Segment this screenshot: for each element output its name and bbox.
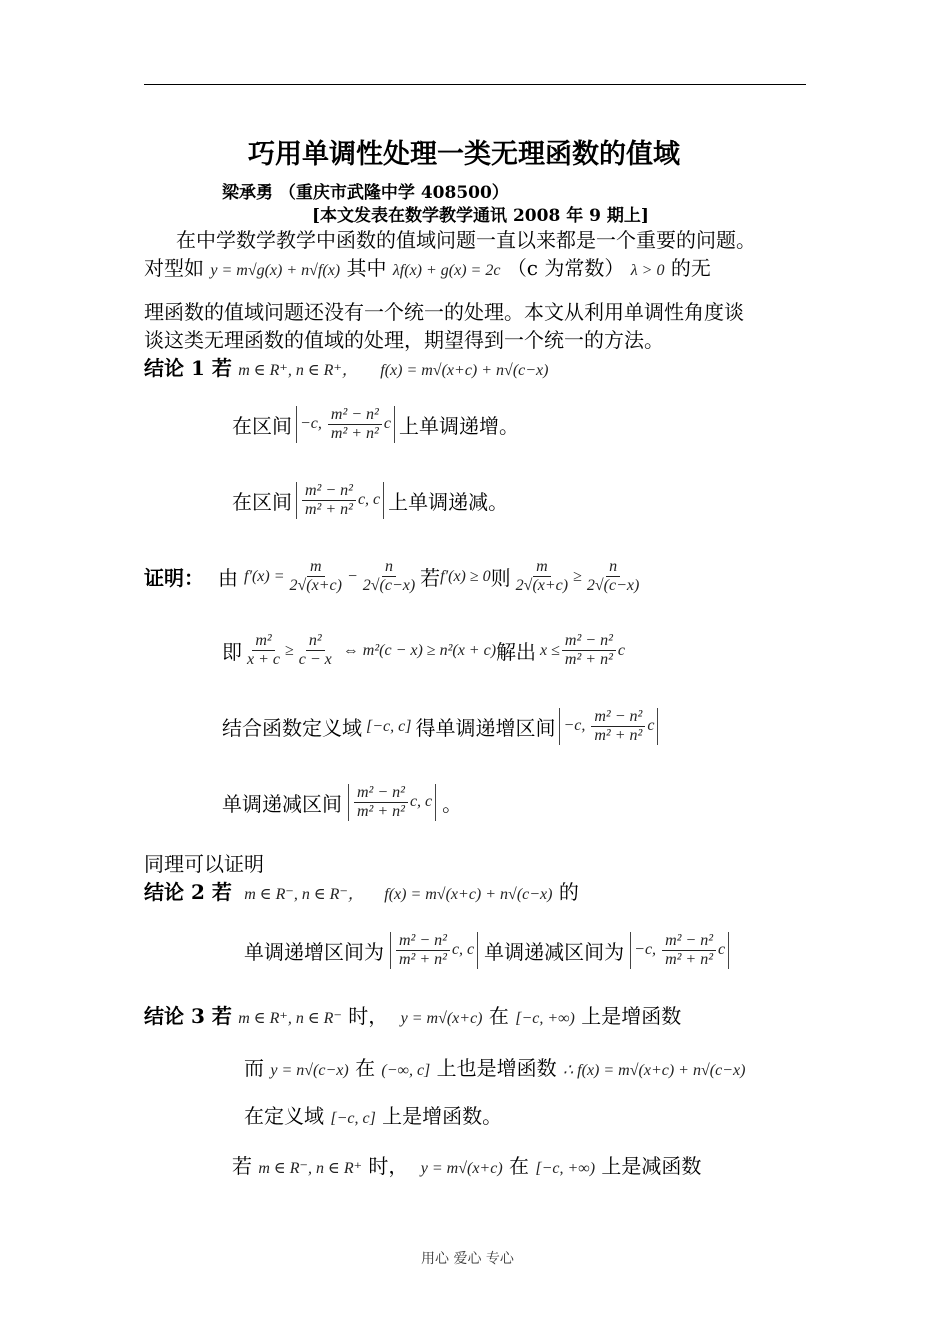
conclusion1-condition: m ∈ R⁺, n ∈ R⁺， <box>238 362 358 379</box>
proof-domain: [−c, c] <box>366 717 412 735</box>
conclusion3-dec: 上是减函数 <box>601 1154 702 1178</box>
frac-n-sqrt: $\frac{n}{2√(c-x)}$ <box>362 558 416 594</box>
intro-text-a: 对型如 <box>144 256 204 280</box>
conclusion3-int1: [−c, +∞) <box>515 1010 575 1027</box>
intro-text-d: 的无 <box>670 256 711 280</box>
intro-text-c: （c 为常数） <box>506 256 625 280</box>
intro-formula: y = m√g(x) + n√f(x) <box>210 262 341 279</box>
conclusion3-er: 而 <box>244 1056 264 1080</box>
conclusion3-condition: m ∈ R⁺, n ∈ R⁻ <box>238 1010 342 1027</box>
interval-dec-1: $\frac{\text{m² − n²}}{\text{m² + n²}}$ c, c <box>296 482 384 519</box>
conclusion2-intervals <box>244 932 729 969</box>
conclusion2-line <box>144 876 579 905</box>
proof-line-1: 证明： 由 f′(x) = $\frac{m}{2√(x+c)}$ − $\frac{n}{2√(c-x)}$ 若 f′(x) ≥ 0 则 $\frac{m}{2√(x+c)}$ ≥ $\frac{n}{2√(c-x)}$ <box>144 558 640 594</box>
interval-inc-1: −c, $\frac{\text{m² − n²}}{\text{m² + n²}}$ c <box>296 406 395 443</box>
conclusion3-line <box>144 1000 681 1029</box>
intro-line-2 <box>144 252 711 281</box>
conclusion3-y1-b: y = m√(x+c) <box>420 1160 503 1177</box>
conclusion3-cond2: m ∈ R⁻, n ∈ R⁺ <box>258 1160 363 1177</box>
conclusion3-zai-3: 在 <box>509 1154 530 1178</box>
conclusion1-label: 结论 1 若 <box>144 356 232 380</box>
conclusion1-inc-prefix: 在区间 <box>232 414 292 438</box>
proof-equiv: ⇔ m²(c − x) ≥ n²(x + c) <box>342 641 497 659</box>
proof-label: 证明： <box>144 566 204 590</box>
proof-if: 若 <box>420 566 441 590</box>
conclusion1-dec-prefix: 在区间 <box>232 490 292 514</box>
conclusion3-line-4 <box>232 1150 701 1179</box>
proof-line-2: 即 $\frac{\text{m²}}{x + c}$ ≥ $\frac{\text{n²}}{c - x}$ ⇔ m²(c − x) ≥ n²(x + c) 解出 x ≤ $\frac{\text{m² − n²}}{\text{m² + n²}}$ c <box>222 632 625 668</box>
proof-then: 则 <box>490 566 511 590</box>
conclusion3-shi: 时， <box>348 1004 389 1028</box>
proof-derivative-cond: f′(x) ≥ 0 <box>440 567 491 585</box>
conclusion3-def-suffix: 上是增函数。 <box>382 1104 503 1128</box>
proof-line-4 <box>222 784 462 821</box>
proof-combine-prefix: 结合函数定义域 <box>222 716 362 740</box>
proof-line-3 <box>222 708 658 745</box>
conclusion1-increase <box>232 406 519 443</box>
intro-lambda: λ > 0 <box>630 262 665 279</box>
proof-solve: 解出 <box>496 640 537 664</box>
page-footer: 用心 爱心 专心 <box>421 1251 514 1267</box>
conclusion2-de: 的 <box>558 880 579 904</box>
source-line: [本文发表在数学教学通讯 2008 年 9 期上] <box>312 206 649 226</box>
frac-m-sqrt: $\frac{m}{2√(x+c)}$ <box>289 558 342 594</box>
intro-line-4: 谈这类无理函数的值域的处理，期望得到一个统一的方法。 <box>144 328 664 352</box>
intro-line-3: 理函数的值域问题还没有一个统一的处理。本文从利用单调性角度谈 <box>144 300 744 324</box>
conclusion3-zai-2: 在 <box>355 1056 376 1080</box>
conclusion3-def-int: [−c, c] <box>330 1110 376 1127</box>
conclusion3-therefore: ∴ f(x) = m√(x+c) + n√(c−x) <box>563 1062 746 1079</box>
conclusion3-def-prefix: 在定义域 <box>244 1104 324 1128</box>
conclusion3-y1: y = m√(x+c) <box>400 1010 483 1027</box>
conclusion3-shi-2: 时， <box>368 1154 409 1178</box>
intro-condition: λf(x) + g(x) = 2c <box>392 262 501 279</box>
conclusion3-ruo: 若 <box>232 1154 252 1178</box>
conclusion1-line <box>144 352 548 381</box>
page-title: 巧用单调性处理一类无理函数的值域 <box>248 139 680 170</box>
proof-by: 由 <box>218 566 238 590</box>
conclusion3-inc: 上是增函数 <box>581 1004 682 1028</box>
conclusion2-label: 结论 2 若 <box>144 880 232 904</box>
intro-line-1: 在中学数学教学中函数的值域问题一直以来都是一个重要的问题。 <box>176 228 756 252</box>
proof-ji: 即 <box>222 640 242 664</box>
conclusion2-dec-label: 单调递减区间为 <box>484 940 625 964</box>
conclusion1-decrease <box>232 482 508 519</box>
interval-inc-2: $\frac{\text{m² − n²}}{\text{m² + n²}}$ c, c <box>390 932 478 969</box>
conclusion2-function: f(x) = m√(x+c) + n√(c−x) <box>384 886 553 903</box>
conclusion2-inc-label: 单调递增区间为 <box>244 940 384 964</box>
conclusion2-condition: m ∈ R⁻, n ∈ R⁻， <box>244 886 364 903</box>
conclusion1-dec-suffix: 上单调递减。 <box>388 490 509 514</box>
conclusion3-int2: (−∞, c] <box>381 1062 431 1079</box>
interval-dec-2: −c, $\frac{\text{m² − n²}}{\text{m² + n²}}$ c <box>630 932 729 969</box>
interval-inc-proof: −c, $\frac{\text{m² − n²}}{\text{m² + n²}}$ c <box>559 708 658 745</box>
intro-text-b: 其中 <box>346 256 387 280</box>
same-proof-line: 同理可以证明 <box>144 852 264 876</box>
conclusion3-label: 结论 3 若 <box>144 1004 232 1028</box>
conclusion3-y2: y = n√(c−x) <box>270 1062 349 1079</box>
author-line: 梁承勇 （重庆市武隆中学 408500） <box>222 183 509 203</box>
interval-dec-proof: $\frac{\text{m² − n²}}{\text{m² + n²}}$ c, c <box>348 784 436 821</box>
conclusion3-also-inc: 上也是增函数 <box>436 1056 557 1080</box>
conclusion3-line-2 <box>244 1052 745 1081</box>
conclusion3-line-3 <box>244 1100 502 1129</box>
proof-derivative: f′(x) = <box>244 567 285 585</box>
proof-combine-suffix: 得单调递增区间 <box>415 716 556 740</box>
conclusion1-function: f(x) = m√(x+c) + n√(c−x) <box>380 362 549 379</box>
conclusion1-inc-suffix: 上单调递增。 <box>398 414 519 438</box>
header-rule <box>144 84 806 85</box>
proof-dec-interval: 单调递减区间 <box>222 792 342 816</box>
conclusion3-zai: 在 <box>488 1004 509 1028</box>
proof-period: 。 <box>442 792 463 816</box>
conclusion3-int1-b: [−c, +∞) <box>535 1160 596 1177</box>
